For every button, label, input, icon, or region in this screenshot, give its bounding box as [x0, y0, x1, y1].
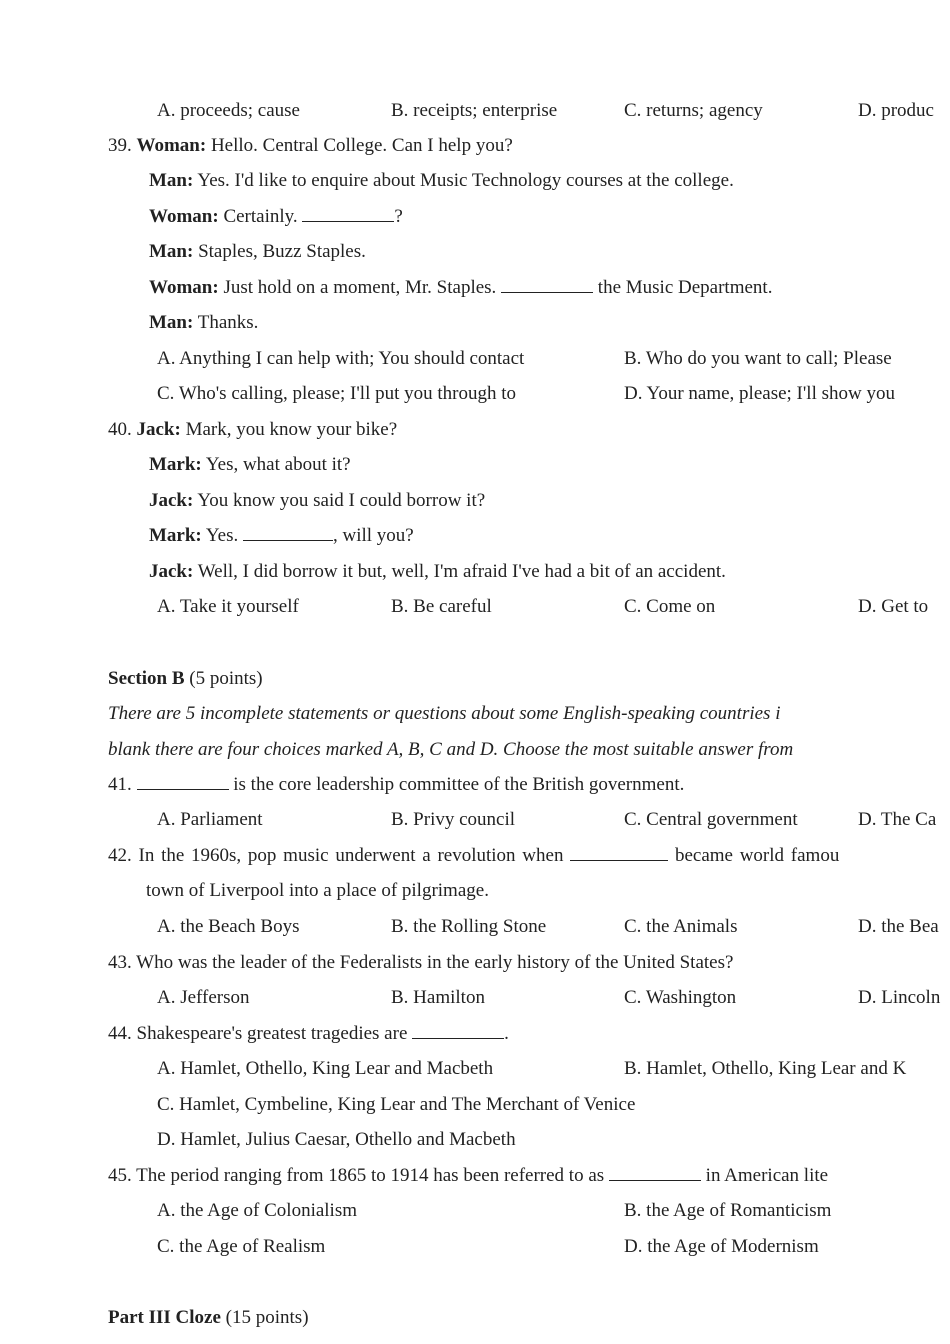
q44-option-b: B. Hamlet, Othello, King Lear and K	[624, 1058, 907, 1079]
stem-text-end: in American lite	[705, 1165, 829, 1186]
q41-option-b: B. Privy council	[391, 809, 516, 830]
q39-line-3	[149, 205, 403, 229]
q40-option-c: C. Come on	[624, 596, 716, 617]
q40-option-d: D. Get to	[858, 596, 929, 617]
utterance-end: the Music Department.	[597, 277, 773, 298]
part-3-heading	[108, 1306, 309, 1330]
section-b-heading	[108, 667, 263, 691]
question-number: 40.	[108, 419, 132, 440]
q39-line-5	[149, 276, 772, 300]
answer-blank	[570, 846, 668, 861]
q42-option-c: C. the Animals	[624, 916, 738, 937]
q42-option-b: B. the Rolling Stone	[391, 916, 547, 937]
q42-option-d: D. the Bea	[858, 916, 939, 937]
q39-option-c: C. Who's calling, please; I'll put you through to	[157, 383, 517, 404]
stem-text: In the 1960s, pop music underwent a revolution when	[138, 845, 564, 866]
q42-stem-cont: town of Liverpool into a place of pilgrimage.	[146, 880, 489, 901]
q43-option-a: A. Jefferson	[157, 987, 250, 1008]
q43-stem	[108, 951, 733, 975]
q38-option-b: B. receipts; enterprise	[391, 100, 558, 121]
q38-option-c: C. returns; agency	[624, 100, 763, 121]
utterance: Certainly.	[223, 206, 298, 227]
q41-option-a: A. Parliament	[157, 809, 263, 830]
q41-option-d: D. The Ca	[858, 809, 937, 830]
q45-option-a: A. the Age of Colonialism	[157, 1200, 358, 1221]
q39-option-b: B. Who do you want to call; Please	[624, 348, 892, 369]
question-number: 41.	[108, 774, 132, 795]
answer-blank	[412, 1024, 504, 1039]
utterance: Just hold on a moment, Mr. Staples.	[223, 277, 497, 298]
q38-option-d: D. produc	[858, 100, 934, 121]
q43-option-d: D. Lincoln	[858, 987, 941, 1008]
utterance: Mark, you know your bike?	[185, 419, 398, 440]
part-points: (15 points)	[225, 1307, 309, 1328]
utterance: Yes.	[205, 525, 239, 546]
speaker: Woman:	[149, 277, 219, 298]
q42-option-a: A. the Beach Boys	[157, 916, 300, 937]
question-number: 44.	[108, 1023, 132, 1044]
speaker: Woman:	[149, 206, 219, 227]
section-b-instructions-2: blank there are four choices marked A, B, C and D. Choose the most suitable answer from	[108, 739, 794, 760]
speaker: Man:	[149, 170, 194, 191]
q42-stem	[108, 844, 839, 868]
answer-blank	[501, 278, 593, 293]
answer-blank	[609, 1166, 701, 1181]
utterance: You know you said I could borrow it?	[197, 490, 486, 511]
utterance: Yes. I'd like to enquire about Music Technology courses at the college.	[197, 170, 734, 191]
q40-line-3	[149, 489, 485, 513]
section-points: (5 points)	[189, 668, 263, 689]
speaker: Man:	[149, 312, 194, 333]
q40-line-2	[149, 453, 351, 477]
q44-option-d: D. Hamlet, Julius Caesar, Othello and Macbeth	[157, 1129, 516, 1150]
utterance: Thanks.	[197, 312, 259, 333]
q39-option-a: A. Anything I can help with; You should contact	[157, 348, 525, 369]
utterance: Staples, Buzz Staples.	[198, 241, 366, 262]
part-title: Part III Cloze	[108, 1307, 221, 1328]
speaker: Mark:	[149, 525, 202, 546]
stem-text-end: .	[504, 1023, 509, 1044]
q40-line-1	[108, 418, 397, 442]
stem-text: is the core leadership committee of the British government.	[233, 774, 685, 795]
answer-blank	[137, 775, 229, 790]
speaker: Jack:	[149, 561, 194, 582]
question-number: 42.	[108, 845, 132, 866]
q40-option-b: B. Be careful	[391, 596, 492, 617]
section-title: Section B	[108, 668, 185, 689]
q44-stem	[108, 1022, 509, 1046]
q43-option-c: C. Washington	[624, 987, 737, 1008]
utterance: Well, I did borrow it but, well, I'm afraid I've had a bit of an accident.	[197, 561, 726, 582]
q45-stem	[108, 1164, 828, 1188]
speaker: Jack:	[149, 490, 194, 511]
answer-blank	[302, 207, 394, 222]
q44-option-a: A. Hamlet, Othello, King Lear and Macbeth	[157, 1058, 494, 1079]
stem-text: Who was the leader of the Federalists in the early history of the United States?	[136, 952, 734, 973]
question-number: 45.	[108, 1165, 132, 1186]
speaker: Woman:	[136, 135, 207, 156]
q45-option-b: B. the Age of Romanticism	[624, 1200, 832, 1221]
q43-option-b: B. Hamilton	[391, 987, 485, 1008]
section-b-instructions-1: There are 5 incomplete statements or questions about some English-speaking countries i	[108, 703, 781, 724]
q39-option-d: D. Your name, please; I'll show you	[624, 383, 895, 404]
q40-option-a: A. Take it yourself	[157, 596, 299, 617]
q44-option-c: C. Hamlet, Cymbeline, King Lear and The Merchant of Venice	[157, 1094, 636, 1115]
q39-line-1	[108, 134, 513, 158]
speaker: Man:	[149, 241, 194, 262]
q45-option-d: D. the Age of Modernism	[624, 1236, 819, 1257]
q41-stem	[108, 773, 684, 797]
q39-line-4	[149, 240, 366, 264]
q40-line-5	[149, 560, 726, 584]
q39-line-2	[149, 169, 734, 193]
utterance-end: ?	[394, 206, 403, 227]
stem-text: The period ranging from 1865 to 1914 has been referred to as	[136, 1165, 605, 1186]
question-number: 43.	[108, 952, 132, 973]
q39-line-6	[149, 311, 258, 335]
utterance-end: , will you?	[332, 525, 414, 546]
q41-option-c: C. Central government	[624, 809, 798, 830]
q45-option-c: C. the Age of Realism	[157, 1236, 326, 1257]
q38-option-a: A. proceeds; cause	[157, 100, 300, 121]
answer-blank	[243, 526, 333, 541]
utterance: Hello. Central College. Can I help you?	[210, 135, 513, 156]
utterance: Yes, what about it?	[205, 454, 351, 475]
q40-line-4	[149, 524, 414, 548]
stem-text: Shakespeare's greatest tragedies are	[136, 1023, 408, 1044]
stem-text-end: became world famou	[674, 845, 840, 866]
speaker: Jack:	[136, 419, 181, 440]
speaker: Mark:	[149, 454, 202, 475]
question-number: 39.	[108, 135, 132, 156]
